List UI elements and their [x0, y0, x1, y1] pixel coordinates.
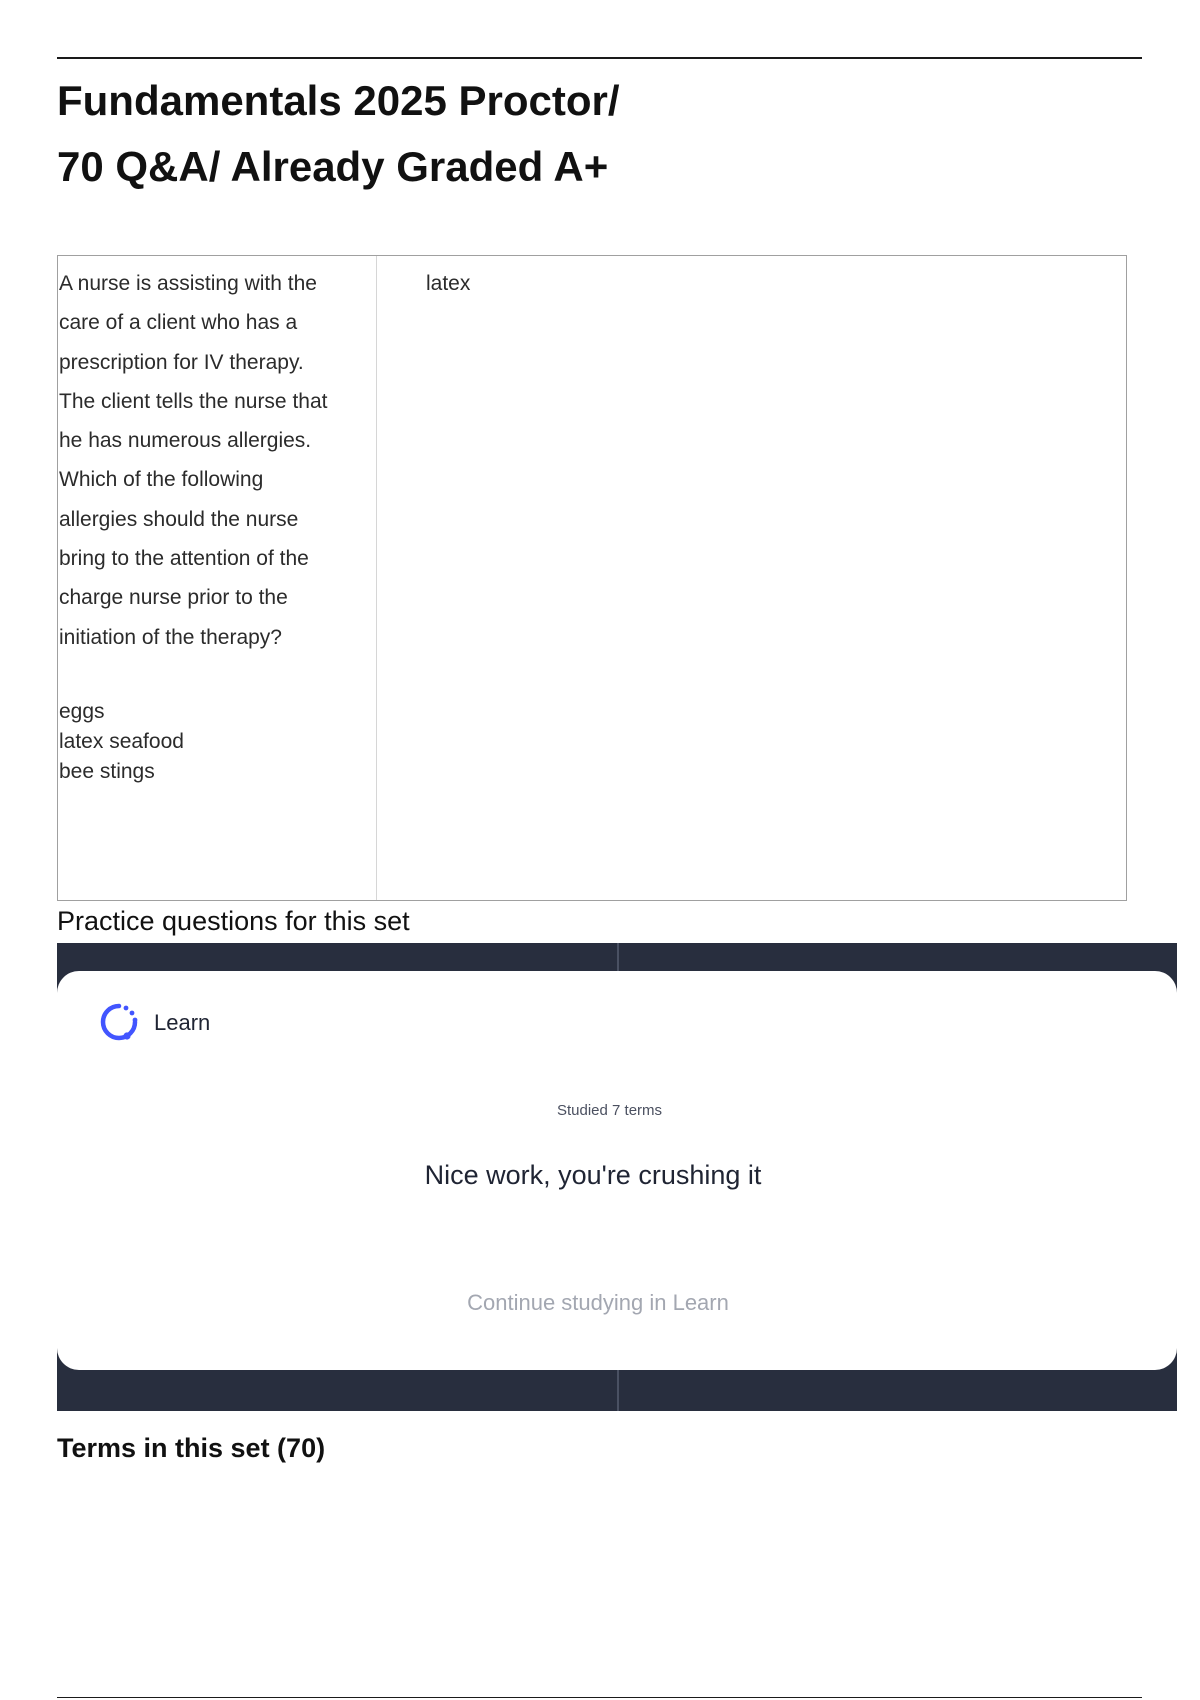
question-line: allergies should the nurse	[59, 507, 299, 531]
learn-widget	[57, 943, 1177, 1411]
option-item: latex seafood	[59, 730, 184, 753]
question-line: bring to the attention of the	[59, 547, 309, 571]
question-line: Which of the following	[59, 468, 264, 492]
document-title	[57, 68, 957, 200]
option-item: bee stings	[59, 760, 155, 783]
practice-heading: Practice questions for this set	[57, 906, 410, 936]
widget-seam-bottom	[617, 1370, 619, 1411]
question-line: care of a client who has a	[59, 311, 298, 335]
widget-seam-top	[617, 943, 619, 971]
question-line: initiation of the therapy?	[59, 625, 282, 649]
continue-learn-button[interactable]: Continue studying in Learn	[467, 1290, 729, 1315]
flashcard-options	[59, 697, 364, 787]
top-rule	[57, 57, 1142, 59]
question-line: A nurse is assisting with the	[59, 272, 317, 295]
encouragement-message: Nice work, you're crushing it	[424, 1160, 762, 1190]
learn-card[interactable]	[57, 971, 1177, 1370]
flashcard-question	[59, 264, 364, 657]
learn-progress-icon	[97, 1000, 141, 1044]
terms-heading: Terms in this set (70)	[57, 1433, 326, 1463]
learn-label: Learn	[154, 1010, 211, 1035]
flashcard-answer: latex	[426, 272, 471, 295]
title-line-2: 70 Q&A/ Already Graded A+	[57, 143, 609, 190]
question-line: prescription for IV therapy.	[59, 350, 304, 374]
studied-count: Studied 7 terms	[556, 1102, 663, 1119]
flashcard-divider	[376, 256, 377, 900]
option-item: eggs	[59, 700, 105, 723]
question-line: The client tells the nurse that	[59, 389, 328, 413]
flashcard	[57, 255, 1127, 901]
question-line: charge nurse prior to the	[59, 586, 288, 610]
bottom-rule	[57, 1697, 1142, 1698]
title-line-1: Fundamentals 2025 Proctor/	[57, 77, 620, 124]
question-line: he has numerous allergies.	[59, 429, 312, 453]
